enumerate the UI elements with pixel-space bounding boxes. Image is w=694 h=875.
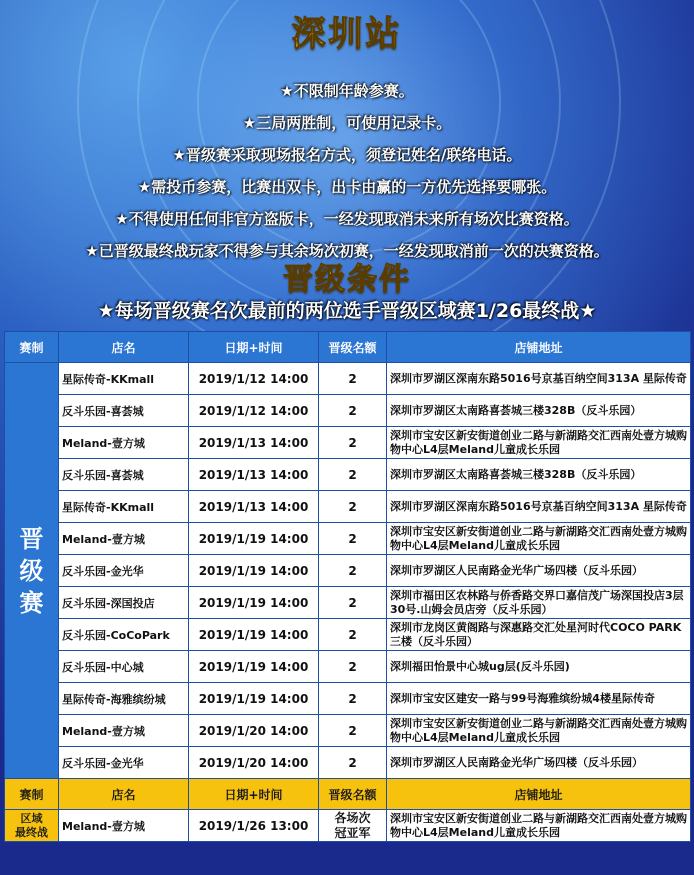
table-row — [5, 459, 691, 491]
quota-cell: 2 — [319, 715, 387, 747]
datetime-cell: 2019/1/20 14:00 — [189, 747, 319, 779]
table-row — [5, 651, 691, 683]
store-cell: 反斗乐园-中心城 — [59, 651, 189, 683]
store-cell: 反斗乐园-金光华 — [59, 747, 189, 779]
datetime-cell: 2019/1/19 14:00 — [189, 683, 319, 715]
datetime-cell: 2019/1/13 14:00 — [189, 491, 319, 523]
table-row — [5, 363, 691, 395]
address-cell: 深圳福田怡景中心城ug层(反斗乐园) — [387, 651, 691, 683]
header-cell: 晋级名额 — [319, 779, 387, 810]
final-row — [5, 810, 691, 842]
address-cell: 深圳市宝安区新安街道创业二路与新湖路交汇西南处壹方城购物中心L4层Meland儿童成长乐园 — [387, 523, 691, 555]
quota-cell: 2 — [319, 587, 387, 619]
quota-cell: 2 — [319, 363, 387, 395]
rule-line: ★晋级赛采取现场报名方式，须登记姓名/联络电话。 — [172, 146, 522, 164]
table-row — [5, 747, 691, 779]
header-cell: 店铺地址 — [387, 332, 691, 363]
address-cell: 深圳市罗湖区深南东路5016号京基百纳空间313A 星际传奇 — [387, 363, 691, 395]
table-row — [5, 587, 691, 619]
rule-line: ★已晋级最终战玩家不得参与其余场次初赛，一经发现取消前一次的决赛资格。 — [85, 242, 609, 260]
quota-cell: 2 — [319, 747, 387, 779]
address-cell: 深圳市罗湖区太南路喜荟城三楼328B（反斗乐园） — [387, 395, 691, 427]
datetime-cell: 2019/1/12 14:00 — [189, 363, 319, 395]
table-row — [5, 395, 691, 427]
datetime-cell: 2019/1/13 14:00 — [189, 459, 319, 491]
datetime-cell: 2019/1/19 14:00 — [189, 619, 319, 651]
quota-cell: 2 — [319, 491, 387, 523]
header-cell: 店铺地址 — [387, 779, 691, 810]
schedule-table — [4, 331, 691, 842]
table-row — [5, 523, 691, 555]
header-cell: 赛制 — [5, 779, 59, 810]
datetime-cell: 2019/1/19 14:00 — [189, 587, 319, 619]
header-cell: 日期+时间 — [189, 779, 319, 810]
store-cell: 星际传奇-KKmall — [59, 363, 189, 395]
table-row — [5, 683, 691, 715]
datetime-cell: 2019/1/26 13:00 — [189, 810, 319, 842]
datetime-cell: 2019/1/19 14:00 — [189, 555, 319, 587]
rule-line: ★不限制年龄参赛。 — [280, 82, 414, 100]
quota-cell: 2 — [319, 683, 387, 715]
header-cell: 晋级名额 — [319, 332, 387, 363]
address-cell: 深圳市宝安区新安街道创业二路与新湖路交汇西南处壹方城购物中心L4层Meland儿童成长乐园 — [387, 810, 691, 842]
store-cell: Meland-壹方城 — [59, 810, 189, 842]
address-cell: 深圳市罗湖区人民南路金光华广场四楼（反斗乐园） — [387, 747, 691, 779]
table-header-row — [5, 332, 691, 363]
address-cell: 深圳市罗湖区深南东路5016号京基百纳空间313A 星际传奇 — [387, 491, 691, 523]
quota-cell: 2 — [319, 395, 387, 427]
address-cell: 深圳市宝安区新安街道创业二路与新湖路交汇西南处壹方城购物中心L4层Meland儿童成长乐园 — [387, 715, 691, 747]
table-row — [5, 619, 691, 651]
table-row — [5, 491, 691, 523]
rule-line: ★三局两胜制，可使用记录卡。 — [242, 114, 452, 132]
store-cell: 反斗乐园-喜荟城 — [59, 459, 189, 491]
store-cell: 反斗乐园-深国投店 — [59, 587, 189, 619]
quota-cell: 2 — [319, 459, 387, 491]
store-cell: 反斗乐园-喜荟城 — [59, 395, 189, 427]
qualification-banner: ★每场晋级赛名次最前的两位选手晋级区域赛1/26最终战★ — [97, 300, 597, 322]
store-cell: 反斗乐园-金光华 — [59, 555, 189, 587]
final-category-cell: 区域 最终战 — [5, 810, 59, 842]
address-cell: 深圳市罗湖区人民南路金光华广场四楼（反斗乐园） — [387, 555, 691, 587]
table-row — [5, 427, 691, 459]
table-row — [5, 715, 691, 747]
store-cell: Meland-壹方城 — [59, 715, 189, 747]
header-cell: 日期+时间 — [189, 332, 319, 363]
datetime-cell: 2019/1/20 14:00 — [189, 715, 319, 747]
address-cell: 深圳市宝安区新安街道创业二路与新湖路交汇西南处壹方城购物中心L4层Meland儿童成长乐园 — [387, 427, 691, 459]
store-cell: 星际传奇-KKmall — [59, 491, 189, 523]
section-title: 晋级条件 — [283, 262, 411, 297]
store-cell: 反斗乐园-CoCoPark — [59, 619, 189, 651]
datetime-cell: 2019/1/19 14:00 — [189, 523, 319, 555]
header-cell: 店名 — [59, 332, 189, 363]
quota-cell: 2 — [319, 619, 387, 651]
quota-cell: 各场次 冠亚军 — [319, 810, 387, 842]
rule-line: ★需投币参赛，比赛出双卡，出卡由赢的一方优先选择要哪张。 — [137, 178, 557, 196]
table-row — [5, 555, 691, 587]
rule-line: ★不得使用任何非官方盗版卡，一经发现取消未来所有场次比赛资格。 — [115, 210, 579, 228]
quota-cell: 2 — [319, 555, 387, 587]
address-cell: 深圳市龙岗区黄阁路与深惠路交汇处星河时代COCO PARK三楼（反斗乐园） — [387, 619, 691, 651]
header-cell: 店名 — [59, 779, 189, 810]
quota-cell: 2 — [319, 523, 387, 555]
address-cell: 深圳市福田区农林路与侨香路交界口嘉信茂广场深国投店3层30号.山姆会员店旁（反斗乐园） — [387, 587, 691, 619]
datetime-cell: 2019/1/19 14:00 — [189, 651, 319, 683]
store-cell: 星际传奇-海雅缤纷城 — [59, 683, 189, 715]
store-cell: Meland-壹方城 — [59, 427, 189, 459]
address-cell: 深圳市宝安区建安一路与99号海雅缤纷城4楼星际传奇 — [387, 683, 691, 715]
page-title: 深圳站 — [291, 14, 403, 54]
quota-cell: 2 — [319, 651, 387, 683]
category-cell: 晋 级 赛 — [5, 363, 59, 779]
datetime-cell: 2019/1/13 14:00 — [189, 427, 319, 459]
header-cell: 赛制 — [5, 332, 59, 363]
store-cell: Meland-壹方城 — [59, 523, 189, 555]
datetime-cell: 2019/1/12 14:00 — [189, 395, 319, 427]
final-header-row — [5, 779, 691, 810]
address-cell: 深圳市罗湖区太南路喜荟城三楼328B（反斗乐园） — [387, 459, 691, 491]
quota-cell: 2 — [319, 427, 387, 459]
